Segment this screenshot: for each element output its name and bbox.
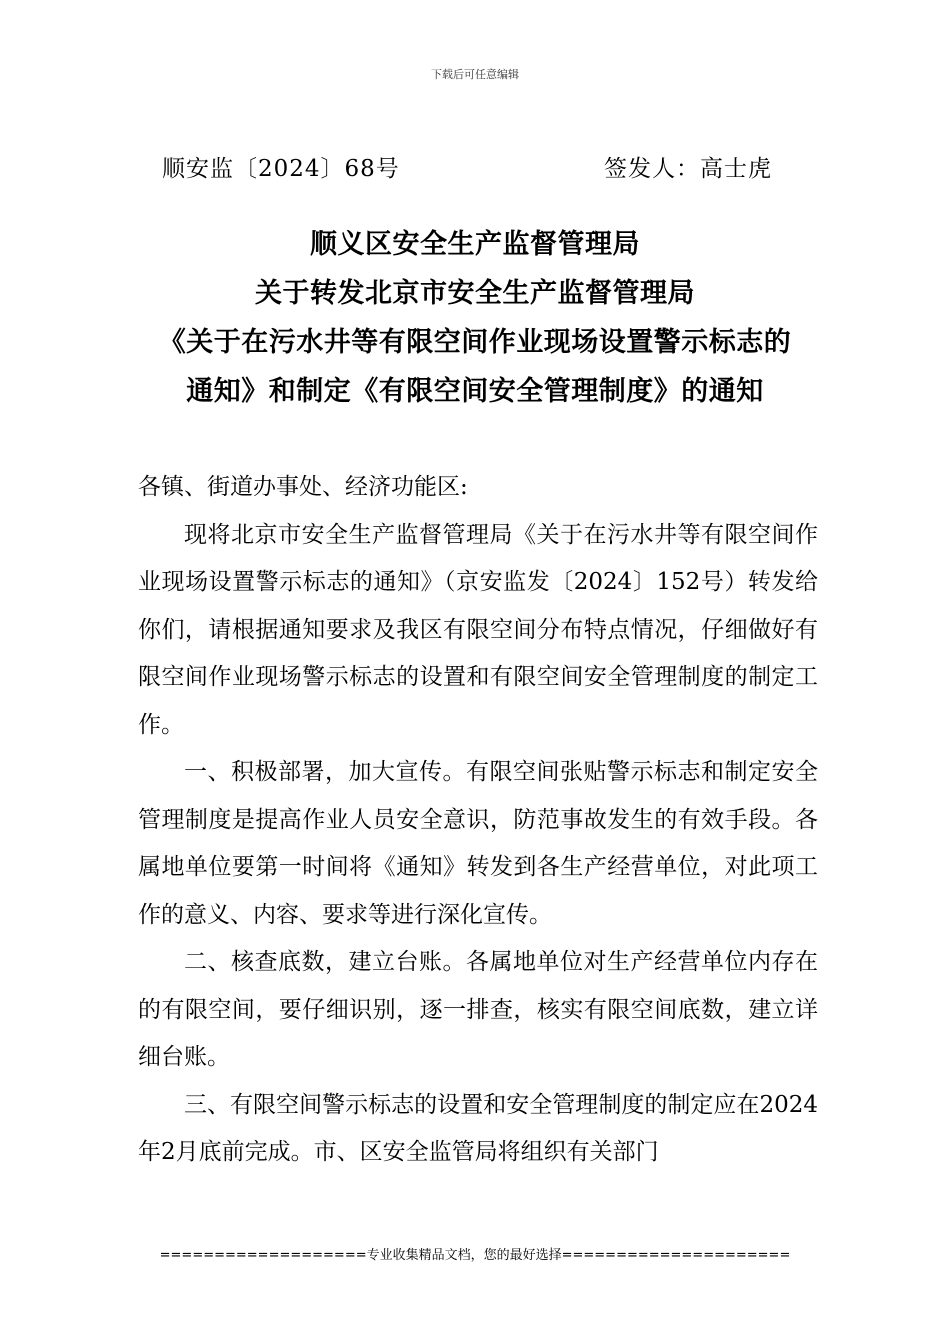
paragraph: 现将北京市安全生产监督管理局《关于在污水井等有限空间作业现场设置警示标志的通知》（京安监发〔2024〕152号）转发给你们，请根据通知要求及我区有限空间分布特点情况，仔细做好有限空间作业现场警示标志的设置和有限空间安全管理制度的制定工作。 [138,521,818,738]
title-line: 顺义区安全生产监督管理局 [310,229,640,260]
document-body [138,464,818,1177]
addressee: 各镇、街道办事处、经济功能区: [138,474,468,500]
title-line: 关于转发北京市安全生产监督管理局 [255,278,695,309]
document-title [100,220,850,416]
title-line: 通知》和制定《有限空间安全管理制度》的通知 [186,376,764,407]
footer-note: ===================专业收集精品文档，您的最好选择===================== [159,1248,791,1263]
paragraph: 一、积极部署，加大宣传。有限空间张贴警示标志和制定安全管理制度是提高作业人员安全意识，防范事故发生的有效手段。各属地单位要第一时间将《通知》转发到各生产经营单位，对此项工作的意义、内容、要求等进行深化宣传。 [138,759,818,928]
document-number: 顺安监〔2024〕68号 [162,156,400,182]
paragraph: 二、核查底数，建立台账。各属地单位对生产经营单位内存在的有限空间，要仔细识别，逐一排查，核实有限空间底数，建立详细台账。 [138,949,818,1070]
signer: 签发人：高士虎 [604,156,772,182]
paragraph: 三、有限空间警示标志的设置和安全管理制度的制定应在2024年2月底前完成。市、区安全监管局将组织有关部门 [138,1091,818,1165]
title-line: 《关于在污水井等有限空间作业现场设置警示标志的 [158,327,792,358]
header-note: 下载后可任意编辑 [431,68,519,81]
